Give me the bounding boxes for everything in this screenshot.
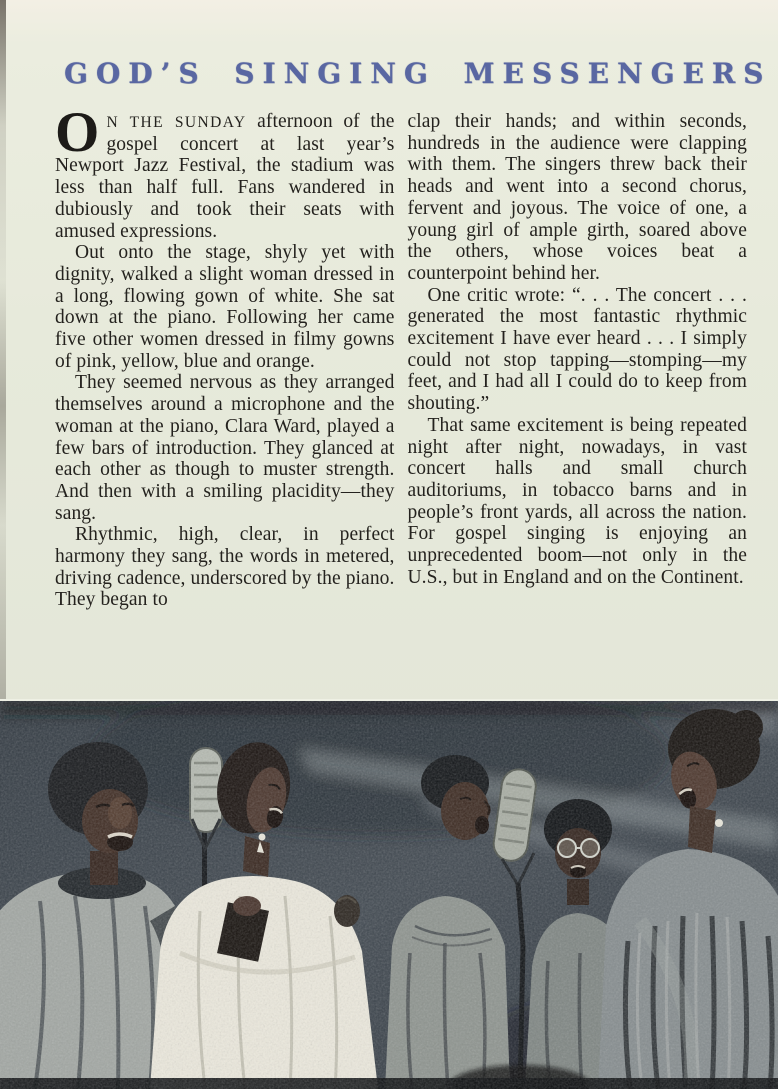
paragraph-lead: [55, 101, 395, 242]
gospel-singers-photo-art: [0, 701, 778, 1089]
paragraph-text: afternoon of the gospel concert at last year’s Newport Jazz Festival, the stadium was less than half full. Fans wandered in dubiously and took their seats with amused expressions.: [55, 111, 395, 242]
article-body: [55, 101, 747, 611]
dropcap: O: [55, 101, 100, 164]
paragraph: Rhythmic, high, clear, in perfect harmony they sang, the words in metered, driving cadence, underscored by the piano. They began to: [55, 524, 395, 611]
paragraph: One critic wrote: “. . . The concert . . . generated the most fantastic rhythmic excitement I have ever heard . . . I simply could not stop tapping—stomping—my feet, and I had all I could do to keep from shouting.”: [407, 284, 747, 415]
column-right: [408, 111, 748, 611]
paragraph: Out onto the stage, shyly yet with dignity, walked a slight woman dressed in a long, flowing gown of white. She sat down at the piano. Following her came five other women dressed in filmy gowns of pink, yellow, blue and orange.: [55, 242, 395, 372]
gospel-singers-photo: [0, 699, 778, 1089]
page-edge-shadow: [0, 0, 6, 700]
article-title: GOD’S SINGING MESSENGERS: [64, 57, 772, 90]
smallcaps-lead: N THE SUNDAY: [106, 114, 247, 131]
paragraph-continuation: clap their hands; and within seconds, hundreds in the audience were clapping with them. The singers threw back their heads and went into a second chorus, fervent and joyous. The voice of one, a young girl of ample girth, soared above the others, whose voices beat a counterpoint behind her.: [407, 111, 747, 284]
column-left: [55, 101, 395, 611]
film-grain-overlay: [0, 701, 778, 1089]
paragraph: That same excitement is being repeated night after night, nowadays, in vast concert halls and small church auditoriums, in tobacco barns and in people’s front yards, all across the nation. For gospel singing is enjoying an unprecedented boom—not only in the U.S., but in England and on the Continent.: [407, 414, 747, 588]
paragraph: They seemed nervous as they arranged themselves around a microphone and the woman at the piano, Clara Ward, played a few bars of introduction. They glanced at each other as though to muster strength. And then with a smiling placidity—they sang.: [55, 372, 395, 524]
